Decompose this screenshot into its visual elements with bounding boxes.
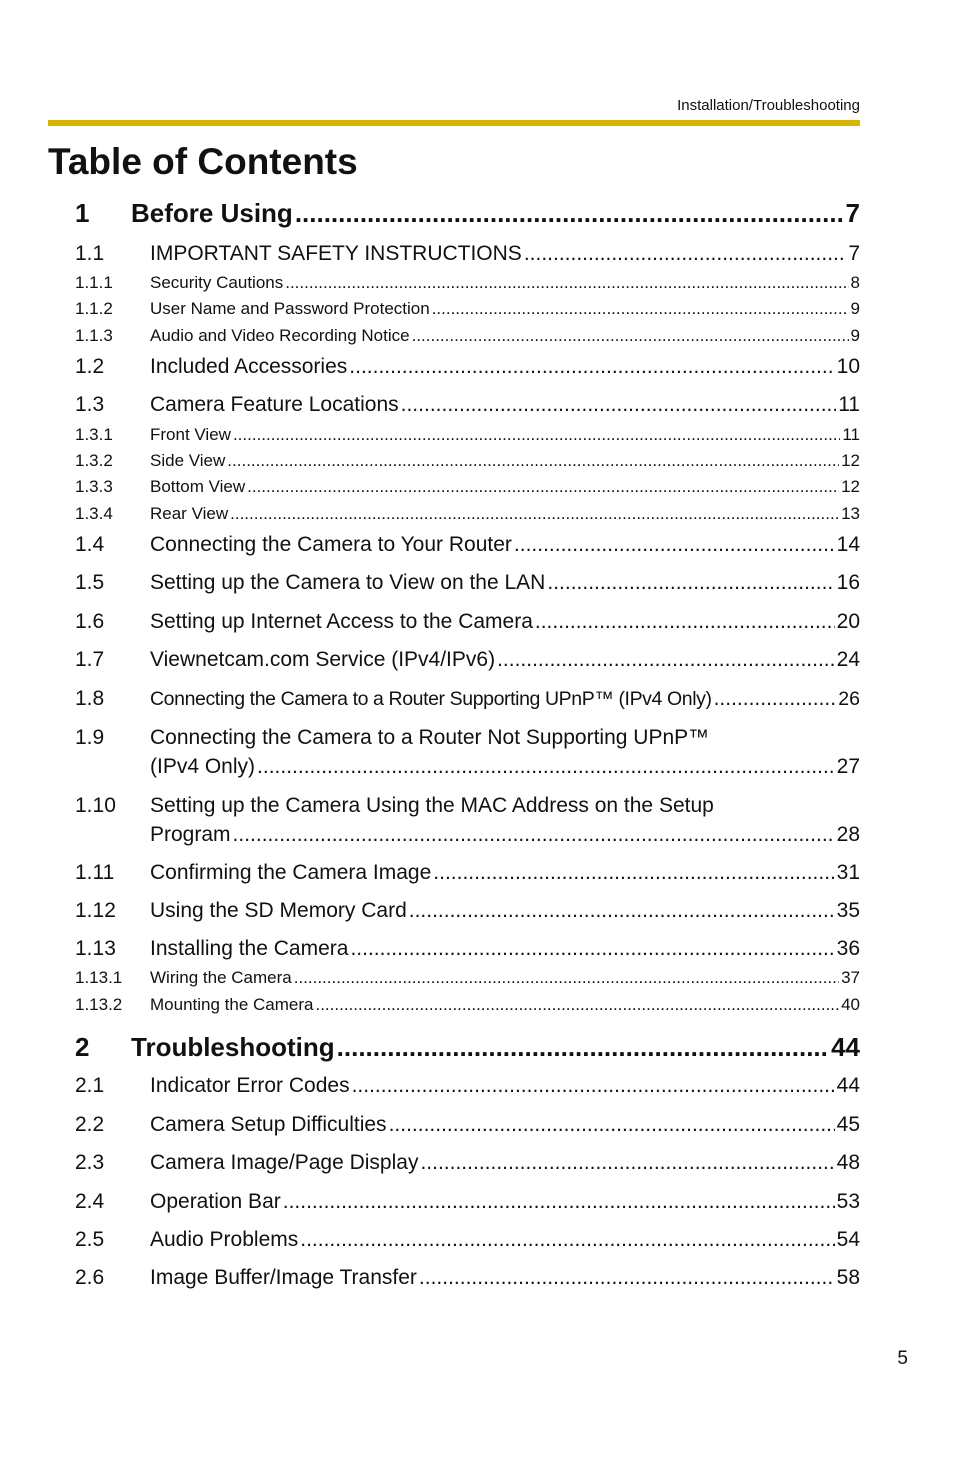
toc-title-continued: Program — [150, 823, 231, 846]
toc-chapter-2[interactable] — [75, 1032, 860, 1063]
toc-title: Setting up the Camera Using the MAC Address on the Setup — [150, 794, 714, 817]
toc-title: Setting up Internet Access to the Camera — [150, 610, 533, 633]
toc-entry-1-3-4[interactable] — [75, 504, 860, 524]
toc-entry-1-2[interactable] — [75, 355, 860, 379]
toc-entry-1-1-1[interactable] — [75, 273, 860, 293]
toc-title: Rear View — [150, 504, 229, 523]
toc-title: Using the SD Memory Card — [150, 899, 407, 922]
toc-page: 9 — [850, 299, 860, 318]
toc-leader — [315, 995, 839, 1015]
toc-page: 54 — [836, 1228, 860, 1251]
toc-number: 2.4 — [75, 1190, 105, 1213]
toc-title: Connecting the Camera to Your Router — [150, 533, 512, 556]
toc-leader — [350, 937, 834, 961]
toc-page: 14 — [836, 533, 860, 556]
toc-entry-1-4[interactable] — [75, 533, 860, 557]
toc-title: Operation Bar — [150, 1190, 281, 1213]
header-rule — [48, 120, 860, 126]
toc-number: 1.11 — [75, 861, 115, 884]
toc-leader — [433, 861, 834, 885]
toc-title: Audio and Video Recording Notice — [150, 326, 410, 345]
toc-entry-2-3[interactable] — [75, 1151, 860, 1175]
toc-entry-1-12[interactable] — [75, 899, 860, 923]
toc-number: 1.2 — [75, 355, 105, 378]
toc-page: 10 — [836, 355, 860, 378]
toc-title: Connecting the Camera to a Router Supporting UPnP™ (IPv4 Only) — [150, 688, 712, 710]
toc-entry-1-11[interactable] — [75, 861, 860, 885]
toc-entry-1-3[interactable] — [75, 393, 860, 417]
toc-page: 27 — [836, 755, 860, 778]
toc-entry-1-3-1[interactable] — [75, 425, 860, 445]
toc-leader — [412, 326, 849, 346]
toc-title: Bottom View — [150, 477, 246, 496]
toc-title: Confirming the Camera Image — [150, 861, 432, 884]
toc-page: 58 — [836, 1266, 860, 1289]
toc-title: Before Using — [131, 198, 293, 228]
toc-page: 16 — [836, 571, 860, 594]
toc-title: Security Cautions — [150, 273, 284, 292]
toc-leader — [432, 299, 849, 319]
toc-number: 2.6 — [75, 1266, 105, 1289]
toc-number: 1.12 — [75, 899, 116, 922]
toc-page: 26 — [838, 688, 860, 710]
toc-entry-1-3-3[interactable] — [75, 477, 860, 497]
toc-number: 1.3.4 — [75, 504, 113, 523]
toc-entry-2-4[interactable] — [75, 1190, 860, 1214]
toc-number: 1.1.2 — [75, 299, 113, 318]
toc-title-continued: (IPv4 Only) — [150, 755, 256, 778]
toc-leader — [547, 571, 834, 595]
toc-leader — [233, 823, 835, 847]
toc-page: 24 — [836, 648, 860, 671]
toc-leader — [389, 1113, 835, 1137]
toc-number: 1.4 — [75, 533, 105, 556]
toc-leader — [300, 1228, 834, 1252]
toc-page: 53 — [836, 1190, 860, 1213]
toc-leader — [514, 533, 835, 557]
toc-entry-1-1-2[interactable] — [75, 299, 860, 319]
toc-entry-2-1[interactable] — [75, 1074, 860, 1098]
toc-leader — [227, 451, 839, 471]
toc-title: Setting up the Camera to View on the LAN — [150, 571, 546, 594]
toc-leader — [352, 1074, 835, 1098]
toc-entry-1-8[interactable] — [75, 687, 860, 711]
toc-page: 11 — [842, 425, 860, 444]
toc-page: 11 — [838, 393, 860, 416]
toc-title: Audio Problems — [150, 1228, 299, 1251]
toc-leader — [524, 242, 846, 266]
toc-leader — [294, 968, 839, 988]
toc-entry-1-1[interactable] — [75, 242, 860, 266]
toc-page: 28 — [836, 823, 860, 846]
toc-page: 45 — [836, 1113, 860, 1136]
toc-entry-1-10[interactable] — [75, 794, 860, 854]
toc-number: 2 — [75, 1032, 90, 1062]
toc-leader — [283, 1190, 835, 1214]
toc-entry-1-1-3[interactable] — [75, 326, 860, 346]
toc-entry-1-9[interactable] — [75, 726, 860, 786]
toc-title: Camera Setup Difficulties — [150, 1113, 387, 1136]
toc-entry-1-13[interactable] — [75, 937, 860, 961]
toc-leader — [419, 1266, 835, 1290]
toc-page: 35 — [836, 899, 860, 922]
toc-page: 44 — [831, 1032, 860, 1062]
toc-page: 37 — [841, 968, 860, 987]
toc-leader — [497, 648, 835, 672]
toc-leader — [714, 687, 837, 711]
toc-leader — [233, 425, 840, 445]
toc-page: 7 — [845, 198, 860, 228]
toc-leader — [230, 504, 839, 524]
toc-title: Troubleshooting — [131, 1032, 335, 1062]
toc-number: 1.9 — [75, 726, 105, 749]
toc-leader — [295, 198, 844, 229]
toc-title: Camera Image/Page Display — [150, 1151, 419, 1174]
toc-leader — [401, 393, 837, 417]
toc-entry-1-6[interactable] — [75, 610, 860, 634]
toc-page: 20 — [836, 610, 860, 633]
toc-entry-1-7[interactable] — [75, 648, 860, 672]
toc-entry-1-13-1[interactable] — [75, 968, 860, 988]
toc-title: Camera Feature Locations — [150, 393, 399, 416]
toc-number: 1.6 — [75, 610, 105, 633]
toc-page: 7 — [848, 242, 860, 265]
toc-number: 1.5 — [75, 571, 105, 594]
toc-leader — [420, 1151, 834, 1175]
toc-number: 1.3.2 — [75, 451, 113, 470]
toc-number: 2.5 — [75, 1228, 105, 1251]
page-number: 5 — [897, 1348, 908, 1369]
toc-entry-1-3-2[interactable] — [75, 451, 860, 471]
toc-number: 1.1.1 — [75, 273, 113, 292]
toc-page: 13 — [841, 504, 860, 523]
toc-chapter-1[interactable] — [75, 198, 860, 229]
toc-leader — [257, 755, 835, 779]
toc-number: 1.13.1 — [75, 968, 123, 987]
toc-title: Viewnetcam.com Service (IPv4/IPv6) — [150, 648, 496, 671]
toc-title: Connecting the Camera to a Router Not Supporting UPnP™ — [150, 726, 710, 749]
toc-number: 2.3 — [75, 1151, 105, 1174]
toc-number: 1.13.2 — [75, 995, 123, 1014]
toc-title: Front View — [150, 425, 231, 444]
toc-leader — [535, 610, 835, 634]
toc-entry-1-13-2[interactable] — [75, 995, 860, 1015]
toc-number: 1.3.1 — [75, 425, 113, 444]
page-title: Table of Contents — [48, 141, 358, 182]
toc-entry-2-6[interactable] — [75, 1266, 860, 1290]
toc-title: Indicator Error Codes — [150, 1074, 350, 1097]
toc-page: 48 — [836, 1151, 860, 1174]
toc-page: 12 — [841, 477, 860, 496]
toc-title: Mounting the Camera — [150, 995, 314, 1014]
toc-page: 44 — [836, 1074, 860, 1097]
toc-number: 1.13 — [75, 937, 116, 960]
toc-number: 1.1 — [75, 242, 105, 265]
toc-title: Included Accessories — [150, 355, 348, 378]
toc-page: 31 — [836, 861, 860, 884]
toc-entry-2-2[interactable] — [75, 1113, 860, 1137]
running-head: Installation/Troubleshooting — [677, 97, 860, 114]
toc-number: 1.8 — [75, 687, 105, 710]
toc-title: Side View — [150, 451, 226, 470]
toc-page: 8 — [850, 273, 860, 292]
toc-page: 12 — [841, 451, 860, 470]
toc-leader — [349, 355, 834, 379]
toc-number: 1.3.3 — [75, 477, 113, 496]
toc-page: 9 — [850, 326, 860, 345]
toc-leader — [247, 477, 839, 497]
toc-leader — [409, 899, 835, 923]
toc-number: 1.3 — [75, 393, 105, 416]
toc-entry-1-5[interactable] — [75, 571, 860, 595]
toc-title: User Name and Password Protection — [150, 299, 430, 318]
toc-number: 1.7 — [75, 648, 105, 671]
toc-title: Wiring the Camera — [150, 968, 292, 987]
toc-title: Image Buffer/Image Transfer — [150, 1266, 417, 1289]
toc-number: 1.10 — [75, 794, 116, 817]
toc-leader — [337, 1032, 829, 1063]
toc-title: Installing the Camera — [150, 937, 349, 960]
toc-number: 2.1 — [75, 1074, 105, 1097]
toc-number: 1 — [75, 198, 90, 228]
toc-number: 2.2 — [75, 1113, 105, 1136]
toc-title: IMPORTANT SAFETY INSTRUCTIONS — [150, 242, 522, 265]
toc-page: 36 — [836, 937, 860, 960]
toc-entry-2-5[interactable] — [75, 1228, 860, 1252]
toc-number: 1.1.3 — [75, 326, 113, 345]
toc-page: 40 — [841, 995, 860, 1014]
toc-leader — [285, 273, 848, 293]
